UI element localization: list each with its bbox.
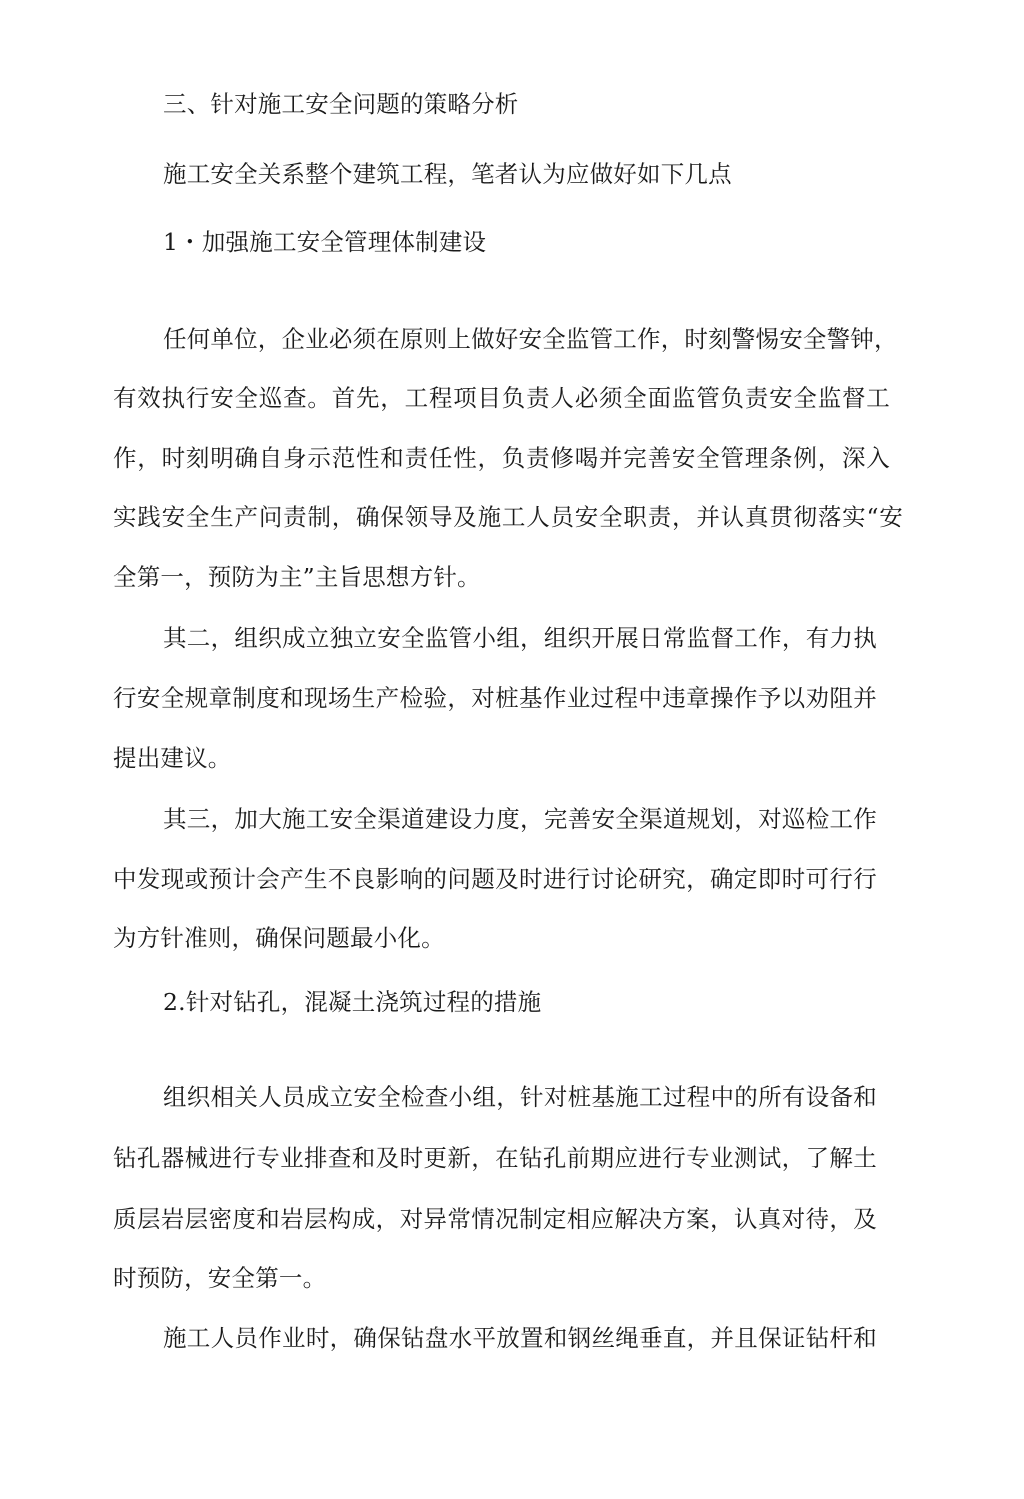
paragraph-4-line-4: 时预防，安全第一。 [113,1264,327,1292]
paragraph-1-line-5: 全第一，预防为主”主旨思想方针。 [113,563,481,591]
paragraph-2-line-1: 其二，组织成立独立安全监管小组，组织开展日常监督工作，有力执 [163,624,877,652]
paragraph-1-line-3: 作，时刻明确自身示范性和责任性，负责修喝并完善安全管理条例，深入 [113,444,890,472]
paragraph-1-line-1: 任何单位，企业必须在原则上做好安全监管工作，时刻警惕安全警钟， [163,325,898,353]
subheading-2: 2.针对钻孔，混凝土浇筑过程的措施 [163,988,542,1016]
paragraph-3-line-3: 为方针准则，确保问题最小化。 [113,924,445,952]
paragraph-2-line-3: 提出建议。 [113,744,232,772]
paragraph-3-line-2: 中发现或预计会产生不良影响的问题及时进行讨论研究，确定即时可行行 [113,865,877,893]
section-heading: 三、针对施工安全问题的策略分析 [163,90,519,118]
paragraph-4-line-2: 钻孔器械进行专业排查和及时更新，在钻孔前期应进行专业测试，了解土 [113,1144,877,1172]
paragraph-1-line-2: 有效执行安全巡查。首先，工程项目负责人必须全面监管负责安全监督工 [113,384,890,412]
paragraph-2-line-2: 行安全规章制度和现场生产检验，对桩基作业过程中违章操作予以劝阻并 [113,684,877,712]
paragraph-5-line-1: 施工人员作业时，确保钻盘水平放置和钢丝绳垂直，并且保证钻杆和 [163,1324,877,1352]
paragraph-1-line-4: 实践安全生产问责制，确保领导及施工人员安全职责，并认真贯彻落实“安 [113,503,903,531]
subheading-1: 1・加强施工安全管理体制建设 [163,228,487,256]
paragraph-3-line-1: 其三，加大施工安全渠道建设力度，完善安全渠道规划，对巡检工作 [163,805,877,833]
paragraph-4-line-1: 组织相关人员成立安全检查小组，针对桩基施工过程中的所有设备和 [163,1083,877,1111]
intro-line: 施工安全关系整个建筑工程，笔者认为应做好如下几点 [163,160,732,188]
paragraph-4-line-3: 质层岩层密度和岩层构成，对异常情况制定相应解决方案，认真对待，及 [113,1205,877,1233]
